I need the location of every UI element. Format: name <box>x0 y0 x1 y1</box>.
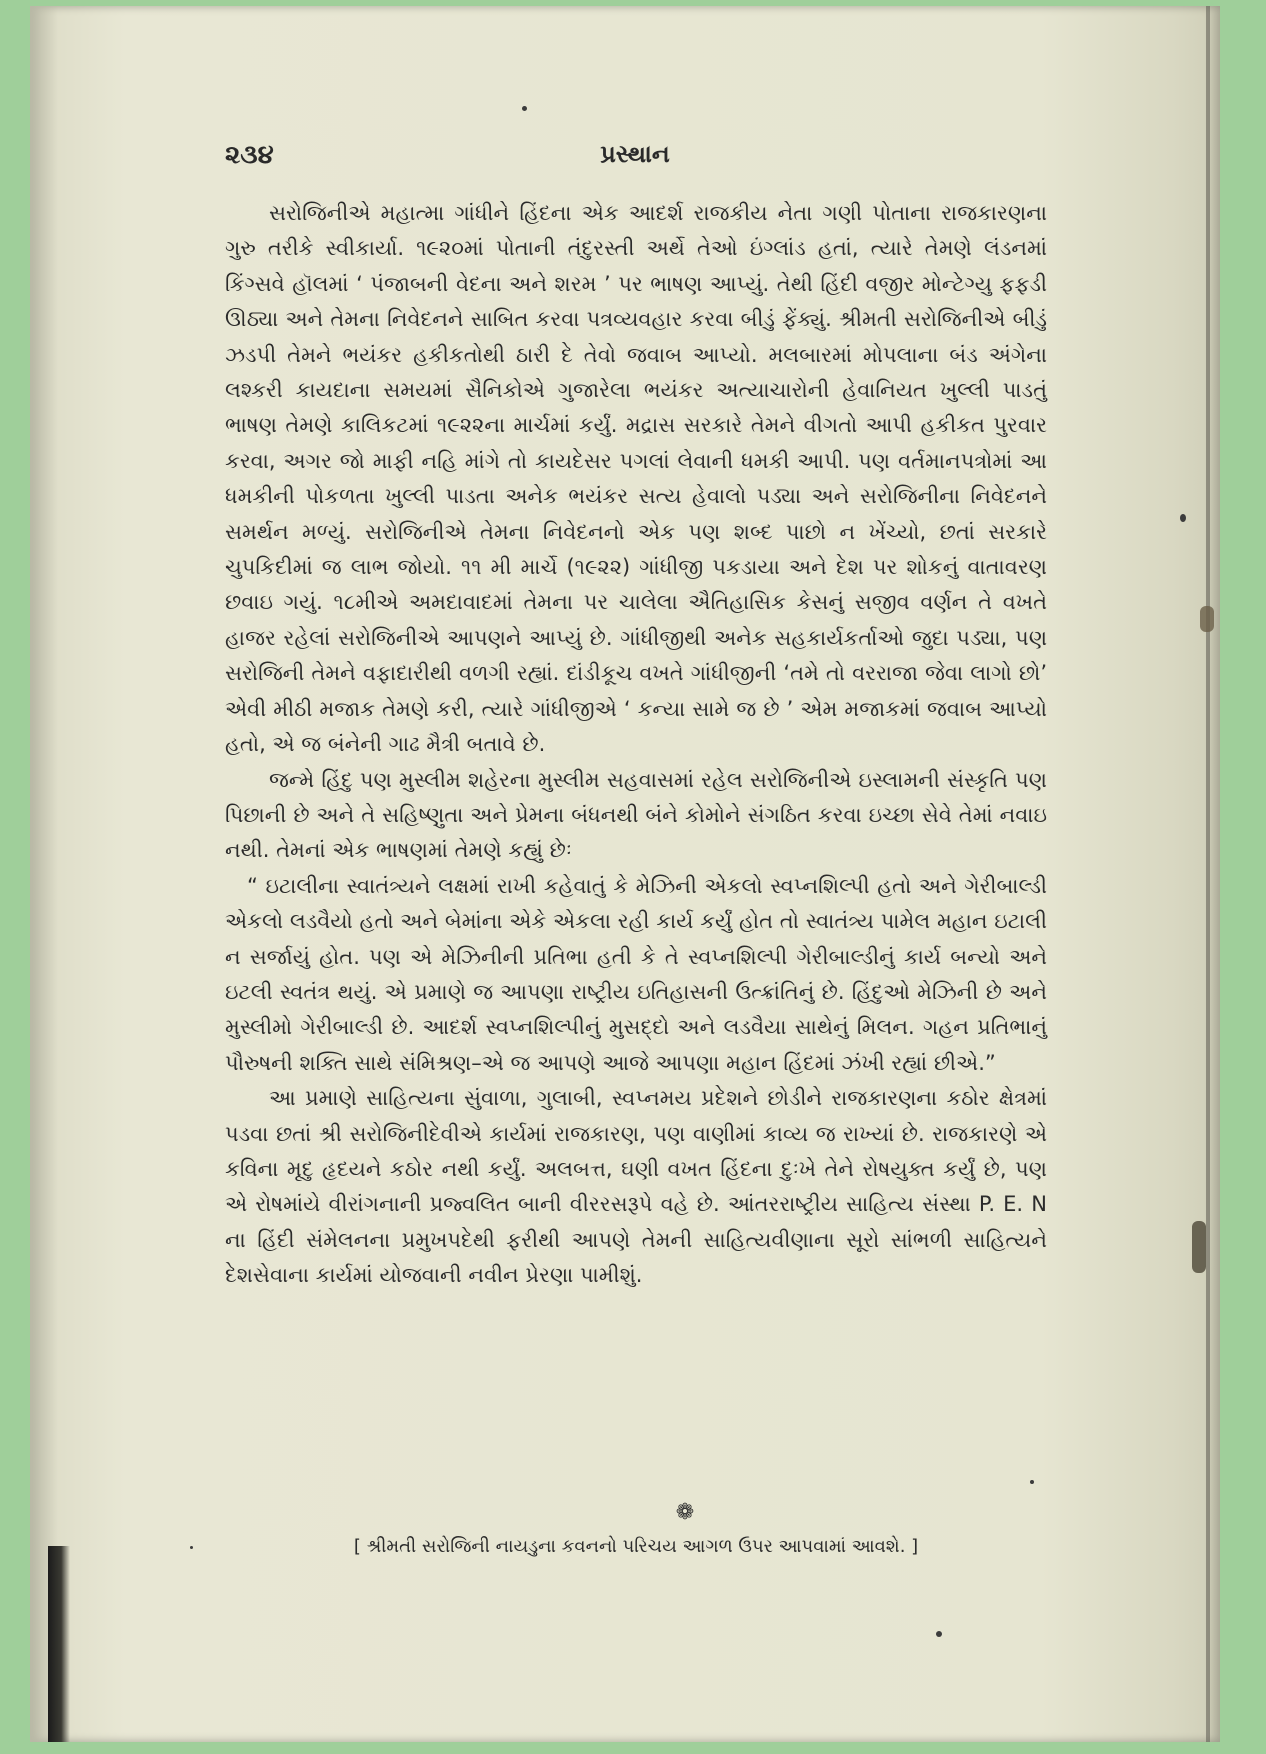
page-header <box>225 140 1045 180</box>
page-edge <box>1206 6 1210 1742</box>
paragraph-2: જન્મે હિંદુ પણ મુસ્લીમ શહેરના મુસ્લીમ સહવાસમાં રહેલ સરોજિનીએ ઇસ્લામની સંસ્કૃતિ પણ પિછાની છે અને તે સહિષ્ણુતા અને પ્રેમના બંધનથી બંને કોમોને સંગઠિત કરવા ઇચ્છા સેવે તેમાં નવાઇ નથી. તેમનાં એક ભાષણમાં તેમણે કહ્યું છેઃ <box>225 767 1047 863</box>
print-speck <box>1030 1480 1034 1484</box>
print-speck <box>190 1546 193 1549</box>
paragraph-quote: “ ઇટાલીના સ્વાતંત્ર્યને લક્ષમાં રાખી કહેવાતું કે મેઝિની એકલો સ્વપ્નશિલ્પી હતો અને ગેરીબાલ્ડી એકલો લડવૈયો હતો અને બેમાંના એકે એકલા રહી કાર્ય કર્યું હોત તો સ્વાતંત્ર્ય પામેલ મહાન ઇટાલી ન સર્જાયું હોત. પણ એ મેઝિનીની પ્રતિભા હતી કે તે સ્વપ્નશિલ્પી ગેરીબાલ્ડીનું કાર્ય બન્યો અને ઇટલી સ્વતંત્ર થયું. એ પ્રમાણે જ આપણા રાષ્ટ્રીય ઇતિહાસની ઉત્ક્રાંતિનું છે. હિંદુઓ મેઝિની છે અને મુસ્લીમો ગેરીબાલ્ડી છે. આદર્શ સ્વપ્નશિલ્પીનું મુસદ્દો અને લડવૈયા સાથેનું મિલન. ગહન પ્રતિભાનું પૌરુષની શક્તિ સાથે સંમિશ્રણ–એ જ આપણે આજે આપણા મહાન હિંદમાં ઝંખી રહ્યાં છીએ.” <box>225 873 1047 1075</box>
paper-damage-mark <box>1200 606 1214 632</box>
ornament-icon: ❁ <box>675 1500 695 1525</box>
print-speck <box>522 106 527 111</box>
paper-damage-mark <box>1192 1221 1206 1273</box>
footer-note: [ શ્રીમતી સરોજિની નાયડુના કવનનો પરિચય આગળ ઉપર આપવામાં આવશે. ] <box>353 1536 919 1557</box>
page-number: ૨૩૪ <box>225 140 274 170</box>
page-binding-shadow <box>48 1546 70 1742</box>
paragraph-1: સરોજિનીએ મહાત્મા ગાંધીને હિંદના એક આદર્શ રાજકીય નેતા ગણી પોતાના રાજકારણના ગુરુ તરીકે સ્વીકાર્યા. ૧૯૨૦માં પોતાની તંદુરસ્તી અર્થે તેઓ ઇંગ્લાંડ હતાં, ત્યારે તેમણે લંડનમાં કિંગ્સવે હૉલમાં ‘ પંજાબની વેદના અને શરમ ’ પર ભાષણ આપ્યું. તેથી હિંદી વજીર મોન્ટેગ્યુ ફફડી ઊઠ્યા અને તેમના નિવેદનને સાબિત કરવા પત્રવ્યવહાર કરવા બીડું ફેંક્યું. શ્રીમતી સરોજિનીએ બીડું ઝડપી તેમને ભયંકર હકીકતોથી ઠારી દે તેવો જવાબ આપ્યો. મલબારમાં મોપલાના બંડ અંગેના લશ્કરી કાયદાના સમયમાં સૈનિકોએ ગુજારેલા ભયંકર અત્યાચારોની હેવાનિયત ખુલ્લી પાડતું ભાષણ તેમણે કાલિકટમાં ૧૯૨૨ના માર્ચમાં કર્યું. મદ્રાસ સરકારે તેમને વીગતો આપી હકીકત પુરવાર કરવા, અગર જો માફી નહિ માંગે તો કાયદેસર પગલાં લેવાની ધમકી આપી. પણ વર્તમાનપત્રોમાં આ ધમકીની પોકળતા ખુલ્લી પાડતા અનેક ભયંકર સત્ય હેવાલો પડ્યા અને સરોજિનીના નિવેદનને સમર્થન મળ્યું. સરોજિનીએ તેમના નિવેદનનો એક પણ શબ્દ પાછો ન ખેંચ્યો, છતાં સરકારે ચુપકિદીમાં જ લાભ જોયો. ૧૧ મી માર્ચે (૧૯૨૨) ગાંધીજી પકડાયા અને દેશ પર શોકનું વાતાવરણ છવાઇ ગયું. ૧૮મીએ અમદાવાદમાં તેમના પર ચાલેલા ઐતિહાસિક કેસનું સજીવ વર્ણન તે વખતે હાજર રહેલાં સરોજિનીએ આપણને આપ્યું છે. ગાંધીજીથી અનેક સહકાર્યકર્તાઓ જુદા પડ્યા, પણ સરોજિની તેમને વફાદારીથી વળગી રહ્યાં. દાંડીકૂચ વખતે ગાંધીજીની ‘તમે તો વરરાજા જેવા લાગો છો’ એવી મીઠી મજાક તેમણે કરી, ત્યારે ગાંધીજીએ ‘ કન્યા સામે જ છે ’ એમ મજાકમાં જવાબ આપ્યો હતો, એ જ બંનેની ગાઢ મૈત્રી બતાવે છે. <box>225 201 1047 757</box>
page-fold-shadow <box>30 6 58 1742</box>
body-text <box>225 196 1047 1294</box>
paragraph-4: આ પ્રમાણે સાહિત્યના સુંવાળા, ગુલાબી, સ્વપ્નમય પ્રદેશને છોડીને રાજકારણના કઠોર ક્ષેત્રમાં પડવા છતાં શ્રી સરોજિનીદેવીએ કાર્યમાં રાજકારણ, પણ વાણીમાં કાવ્ય જ રાખ્યાં છે. રાજકારણે એ કવિના મૃદુ હૃદયને કઠોર નથી કર્યું. અલબત્ત, ઘણી વખત હિંદના દુઃખે તેને રોષયુક્ત કર્યું છે, પણ એ રોષમાંયે વીરાંગનાની પ્રજ્વલિત બાની વીરરસરૂપે વહે છે. આંતરરાષ્ટ્રીય સાહિત્ય સંસ્થા P. E. N ના હિંદી સંમેલનના પ્રમુખપદેથી ફરીથી આપણે તેમની સાહિત્યવીણાના સૂરો સાંભળી સાહિત્યને દેશસેવાના કાર્યમાં યોજવાની નવીન પ્રેરણા પામીશું. <box>225 1086 1047 1288</box>
print-speck <box>936 1631 942 1637</box>
print-speck <box>1180 514 1186 522</box>
running-title: પ્રસ્થાન <box>600 140 670 168</box>
